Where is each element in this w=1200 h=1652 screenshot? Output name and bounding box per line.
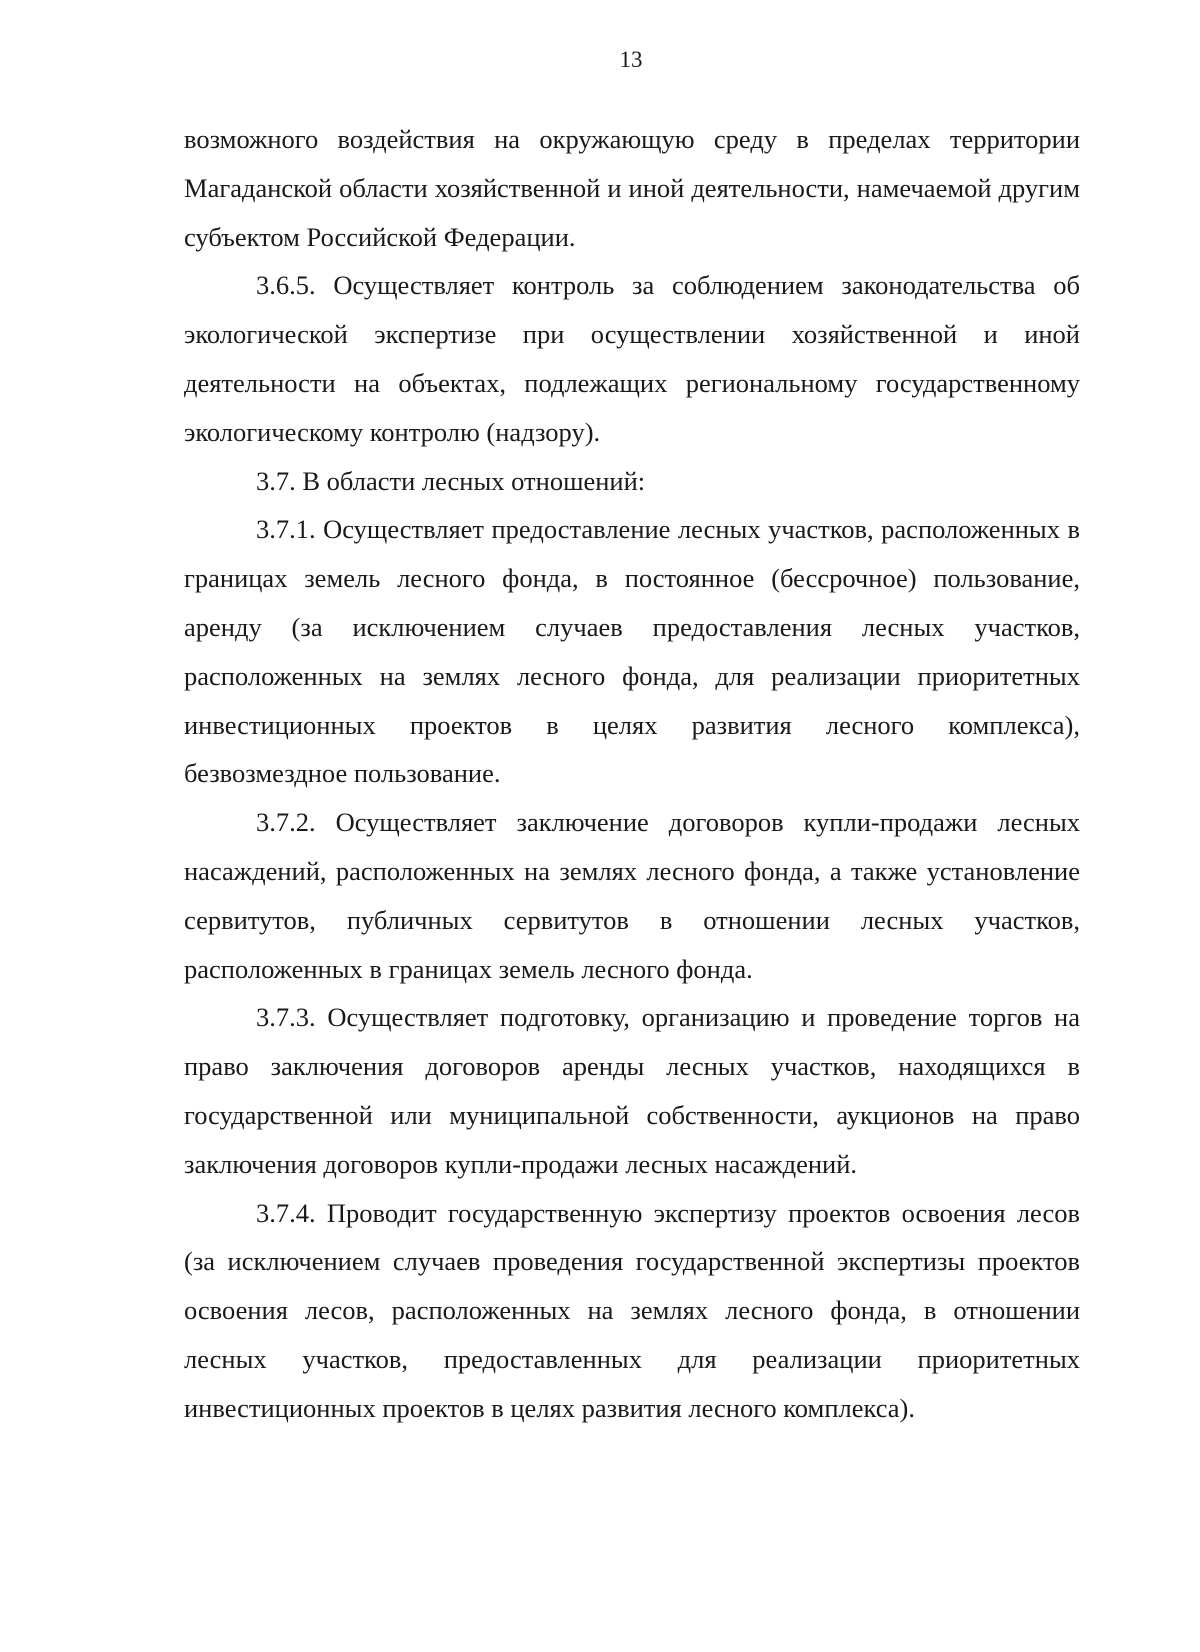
paragraph-3-7-4: 3.7.4. Проводит государственную экспертизу проектов освоения лесов (за исключением случаев проведения государственной экспертизы проектов освоения лесов, расположенных на землях лесного фонда, в отношении лесных участков, предоставленных для реализации приоритетных инвестиционных проектов в целях развития лесного комплекса). — [184, 1197, 1080, 1423]
document-body — [184, 115, 1080, 1433]
page-number: 13 — [619, 47, 643, 72]
paragraph-3-7-3: 3.7.3. Осуществляет подготовку, организацию и проведение торгов на право заключения договоров аренды лесных участков, находящихся в государственной или муниципальной собственности, аукционов на право заключения договоров купли-продажи лесных насаждений. — [184, 1002, 1080, 1179]
paragraph-3-7-2: 3.7.2. Осуществляет заключение договоров купли-продажи лесных насаждений, расположенных на землях лесного фонда, а также установление сервитутов, публичных сервитутов в отношении лесных участков, расположенных в границах земель лесного фонда. — [184, 807, 1080, 984]
paragraph-3-7-1: 3.7.1. Осуществляет предоставление лесных участков, расположенных в границах земель лесного фонда, в постоянное (бессрочное) пользование, аренду (за исключением случаев предоставления лесных участков, расположенных на землях лесного фонда, для реализации приоритетных инвестиционных проектов в целях развития лесного комплекса), безвозмездное пользование. — [184, 514, 1080, 789]
paragraph-3-6-5: 3.6.5. Осуществляет контроль за соблюдением законодательства об экологической экспертизе при осуществлении хозяйственной и иной деятельности на объектах, подлежащих региональному государственному экологическому контролю (надзору). — [184, 270, 1080, 447]
paragraph-continuation: возможного воздействия на окружающую среду в пределах территории Магаданской области хозяйственной и иной деятельности, намечаемой другим субъектом Российской Федерации. — [184, 124, 1080, 252]
paragraph-3-7-heading: 3.7. В области лесных отношений: — [256, 465, 646, 496]
